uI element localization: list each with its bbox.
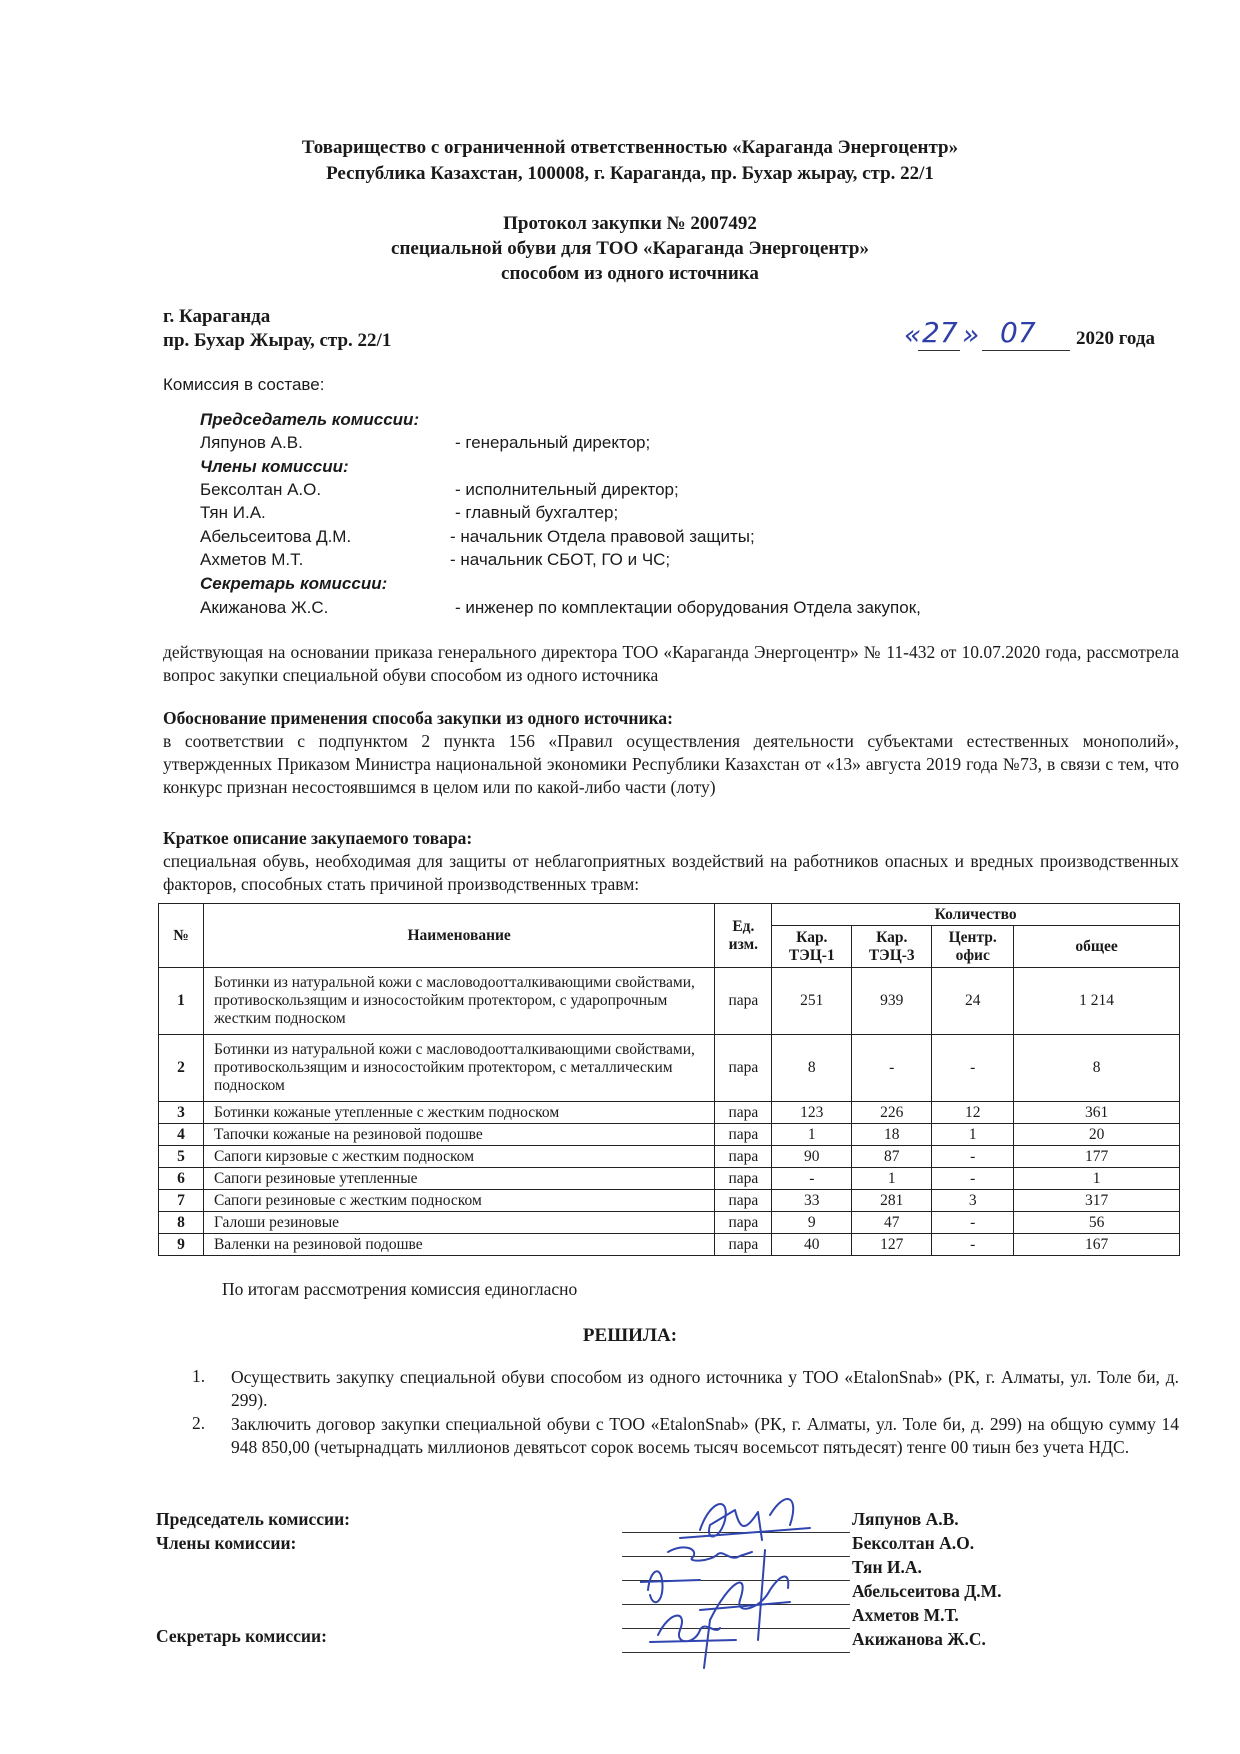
date-year: 2020 года xyxy=(1076,328,1155,349)
member-role: - исполнительный директор; xyxy=(455,480,679,499)
row-unit: пара xyxy=(715,1102,772,1124)
commission-intro: Комиссия в составе: xyxy=(163,375,325,394)
row-tec1: 8 xyxy=(772,1035,852,1102)
row-office: 1 xyxy=(932,1124,1014,1146)
sign-chair-label: Председатель комиссии: xyxy=(156,1509,351,1529)
row-office: 3 xyxy=(932,1190,1014,1212)
row-tec1: 251 xyxy=(772,968,852,1035)
row-num: 6 xyxy=(159,1168,204,1190)
sign-secretary-label: Секретарь комиссии: xyxy=(156,1626,327,1646)
row-total: 56 xyxy=(1014,1212,1180,1234)
row-office: - xyxy=(932,1035,1014,1102)
row-name: Ботинки кожаные утепленные с жестким подноском xyxy=(203,1102,714,1124)
row-total: 8 xyxy=(1014,1035,1180,1102)
col-header-quantity: Количество xyxy=(772,904,1180,926)
col-header-name: Наименование xyxy=(203,904,714,968)
row-tec3: 281 xyxy=(852,1190,932,1212)
row-tec3: 1 xyxy=(852,1168,932,1190)
table-row xyxy=(159,1124,1180,1146)
row-office: 12 xyxy=(932,1102,1014,1124)
signer-name: Бексолтан А.О. xyxy=(852,1533,975,1553)
chair-heading: Председатель комиссии: xyxy=(200,410,420,429)
chair-name: Ляпунов А.В. xyxy=(200,433,303,452)
row-total: 1 214 xyxy=(1014,968,1180,1035)
protocol-title: Протокол закупки № 2007492 xyxy=(503,213,757,234)
protocol-subject: специальной обуви для ТОО «Караганда Энергоцентр» xyxy=(391,238,869,259)
row-tec1: 9 xyxy=(772,1212,852,1234)
row-tec1: 1 xyxy=(772,1124,852,1146)
table-header-row xyxy=(159,904,1180,926)
secretary-role: - инженер по комплектации оборудования Отдела закупок, xyxy=(455,598,921,617)
member-name: Ахметов М.Т. xyxy=(200,550,304,569)
member-role: - главный бухгалтер; xyxy=(455,503,619,522)
date-day-underline xyxy=(918,350,960,351)
table-row xyxy=(159,1212,1180,1234)
signer-name: Ляпунов А.В. xyxy=(852,1509,959,1529)
signature-member-1 xyxy=(668,1547,752,1560)
company-address: Республика Казахстан, 100008, г. Караганда, пр. Бухар жырау, стр. 22/1 xyxy=(326,163,934,184)
table-row xyxy=(159,1146,1180,1168)
row-unit: пара xyxy=(715,1212,772,1234)
row-num: 5 xyxy=(159,1146,204,1168)
signer-name: Ахметов М.Т. xyxy=(852,1605,959,1625)
table-row xyxy=(159,1102,1180,1124)
row-tec1: - xyxy=(772,1168,852,1190)
row-unit: пара xyxy=(715,1124,772,1146)
row-num: 4 xyxy=(159,1124,204,1146)
row-unit: пара xyxy=(715,1190,772,1212)
member-name: Бексолтан А.О. xyxy=(200,480,322,499)
date-month: 07 xyxy=(1000,316,1036,349)
col-header-total: общее xyxy=(1014,926,1180,968)
table-row xyxy=(159,1168,1180,1190)
row-tec3: 127 xyxy=(852,1234,932,1256)
signature-chair xyxy=(680,1499,810,1540)
chair-role: - генеральный директор; xyxy=(455,433,651,452)
member-name: Абельсеитова Д.М. xyxy=(200,527,352,546)
place-address: пр. Бухар Жырау, стр. 22/1 xyxy=(163,330,392,351)
sign-members-label: Члены комиссии: xyxy=(156,1533,297,1553)
acting-paragraph: действующая на основании приказа генерального директора ТОО «Караганда Энергоцентр» № 11-432 от 10.07.2020 года, рассмотрела вопрос закупки специальной обуви способом из одного источника xyxy=(163,642,1179,685)
row-unit: пара xyxy=(715,1234,772,1256)
row-office: - xyxy=(932,1234,1014,1256)
row-unit: пара xyxy=(715,1146,772,1168)
col-header-tec1: Кар. ТЭЦ-1 xyxy=(772,926,852,968)
row-name: Сапоги кирзовые с жестким подноском xyxy=(203,1146,714,1168)
decision-item-num: 2. xyxy=(192,1413,206,1433)
table-row xyxy=(159,1234,1180,1256)
row-tec1: 40 xyxy=(772,1234,852,1256)
date-month-underline xyxy=(982,350,1070,351)
row-num: 7 xyxy=(159,1190,204,1212)
row-total: 167 xyxy=(1014,1234,1180,1256)
protocol-date xyxy=(904,318,1174,354)
decision-item-text: Осуществить закупку специальной обуви способом из одного источника у ТОО «EtalonSnab» (РК, г. Алматы, ул. Толе би, д. 299). xyxy=(231,1367,1179,1410)
row-office: 24 xyxy=(932,968,1014,1035)
row-name: Тапочки кожаные на резиновой подошве xyxy=(203,1124,714,1146)
row-num: 9 xyxy=(159,1234,204,1256)
row-tec1: 123 xyxy=(772,1102,852,1124)
secretary-name: Акижанова Ж.С. xyxy=(200,598,329,617)
row-num: 2 xyxy=(159,1035,204,1102)
col-header-num: № xyxy=(159,904,204,968)
table-row xyxy=(159,968,1180,1035)
row-num: 1 xyxy=(159,968,204,1035)
decision-heading: РЕШИЛА: xyxy=(582,1325,678,1346)
member-name: Тян И.А. xyxy=(200,503,266,522)
row-tec3: 47 xyxy=(852,1212,932,1234)
date-close-quote: » xyxy=(962,318,980,351)
member-role: - начальник СБОТ, ГО и ЧС; xyxy=(450,550,671,569)
row-tec3: 939 xyxy=(852,968,932,1035)
row-unit: пара xyxy=(715,1035,772,1102)
row-unit: пара xyxy=(715,1168,772,1190)
row-name: Ботинки из натуральной кожи с масловодоотталкивающими свойствами, противоскользящим и износостойким протектором, с металлическим подноском xyxy=(203,1035,714,1102)
handwritten-signatures xyxy=(640,1470,850,1670)
signer-name: Абельсеитова Д.М. xyxy=(852,1581,1002,1601)
row-name: Галоши резиновые xyxy=(203,1212,714,1234)
date-open-quote: « xyxy=(904,318,922,351)
row-tec1: 90 xyxy=(772,1146,852,1168)
row-tec1: 33 xyxy=(772,1190,852,1212)
row-name: Валенки на резиновой подошве xyxy=(203,1234,714,1256)
table-row xyxy=(159,1190,1180,1212)
description-text: специальная обувь, необходимая для защиты от неблагоприятных воздействий на работников опасных и вредных производственных факторов, способных стать причиной производственных травм: xyxy=(163,851,1179,894)
members-heading: Члены комиссии: xyxy=(200,457,349,476)
col-header-office: Центр. офис xyxy=(932,926,1014,968)
table-row xyxy=(159,1035,1180,1102)
col-header-unit: Ед. изм. xyxy=(715,904,772,968)
date-day: 27 xyxy=(922,316,958,349)
row-office: - xyxy=(932,1146,1014,1168)
row-office: - xyxy=(932,1212,1014,1234)
decision-intro: По итогам рассмотрения комиссия единогласно xyxy=(222,1279,578,1299)
place-city: г. Караганда xyxy=(163,306,271,327)
goods-table xyxy=(158,903,1180,1256)
signature-secretary xyxy=(650,1616,736,1668)
decision-item-num: 1. xyxy=(192,1366,206,1386)
signature-member-2 xyxy=(640,1571,700,1602)
signer-name: Акижанова Ж.С. xyxy=(852,1629,986,1649)
row-total: 20 xyxy=(1014,1124,1180,1146)
col-header-tec3: Кар. ТЭЦ-3 xyxy=(852,926,932,968)
description-heading: Краткое описание закупаемого товара: xyxy=(163,828,473,848)
row-office: - xyxy=(932,1168,1014,1190)
row-total: 1 xyxy=(1014,1168,1180,1190)
row-tec3: 87 xyxy=(852,1146,932,1168)
signer-name: Тян И.А. xyxy=(852,1557,922,1577)
protocol-method: способом из одного источника xyxy=(501,263,759,284)
row-num: 8 xyxy=(159,1212,204,1234)
row-name: Сапоги резиновые с жестким подноском xyxy=(203,1190,714,1212)
row-tec3: - xyxy=(852,1035,932,1102)
row-unit: пара xyxy=(715,968,772,1035)
signature-member-3 xyxy=(700,1550,790,1640)
justification-heading: Обоснование применения способа закупки из одного источника: xyxy=(163,708,673,728)
decision-item-text: Заключить договор закупки специальной обуви с ТОО «EtalonSnab» (РК, г. Алматы, ул. Толе би, д. 299) на общую сумму 14 948 850,00 (четырнадцать миллионов девятьсот сорок восемь тысяч восемьсот пятьдесят) тенге 00 тиын без учета НДС. xyxy=(231,1414,1179,1457)
row-total: 317 xyxy=(1014,1190,1180,1212)
row-name: Ботинки из натуральной кожи с масловодоотталкивающими свойствами, противоскользящим и износостойким протектором, с ударопрочным жестким подноском xyxy=(203,968,714,1035)
row-tec3: 226 xyxy=(852,1102,932,1124)
member-role: - начальник Отдела правовой защиты; xyxy=(450,527,755,546)
row-name: Сапоги резиновые утепленные xyxy=(203,1168,714,1190)
row-total: 177 xyxy=(1014,1146,1180,1168)
row-tec3: 18 xyxy=(852,1124,932,1146)
row-num: 3 xyxy=(159,1102,204,1124)
company-name: Товарищество с ограниченной ответственностью «Караганда Энергоцентр» xyxy=(301,137,959,158)
justification-text: в соответствии с подпунктом 2 пункта 156 «Правил осуществления деятельности субъектами естественных монополий», утвержденных Приказом Министра национальной экономики Республики Казахстан от «13» августа 2019 года №73, в связи с тем, что конкурс признан несостоявшимся в целом или по какой-либо части (лоту) xyxy=(163,731,1179,797)
row-total: 361 xyxy=(1014,1102,1180,1124)
secretary-heading: Секретарь комиссии: xyxy=(200,574,388,593)
